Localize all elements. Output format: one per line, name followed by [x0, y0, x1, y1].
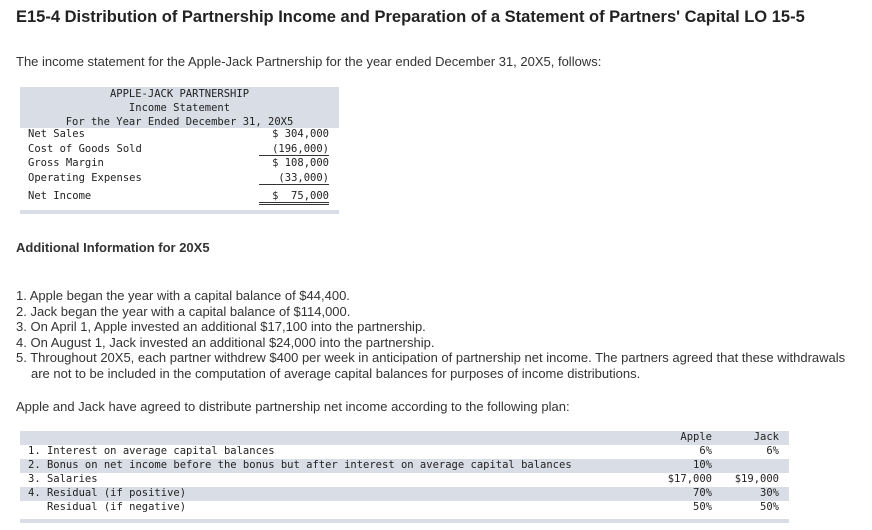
statement-row — [20, 172, 339, 187]
row-label: Operating Expenses — [28, 171, 142, 184]
row-label: Net Income — [28, 190, 92, 202]
col-apple-header: Apple — [680, 431, 712, 443]
info-list — [16, 288, 866, 381]
plan-item-text: 4. Residual (if positive) — [28, 487, 187, 499]
statement-period: For the Year Ended December 31, 20X5 — [65, 116, 294, 128]
row-value: $ 75,000 — [259, 190, 329, 205]
table-row — [20, 501, 789, 515]
plan-footer-bar — [20, 519, 789, 523]
jack-value: 30% — [760, 487, 779, 499]
table-row — [20, 445, 789, 459]
row-value: (33,000) — [259, 172, 329, 185]
jack-value: $19,000 — [734, 473, 779, 485]
plan-header-row — [20, 431, 789, 445]
statement-row — [20, 143, 339, 158]
row-label: Cost of Goods Sold — [28, 142, 142, 155]
row-label: Gross Margin — [28, 157, 104, 169]
jack-value: 6% — [766, 445, 779, 457]
plan-item-text: 1. Interest on average capital balances — [28, 445, 275, 457]
list-item: 3. On April 1, Apple invested an additional $17,100 into the partnership. — [16, 319, 426, 334]
row-value: (196,000) — [259, 143, 329, 156]
apple-value: 50% — [693, 501, 712, 513]
plan-item-text: 3. Salaries — [28, 473, 98, 485]
list-item: 5. Throughout 20X5, each partner withdrew $400 per week in anticipation of partnership net income. The partners agreed that these withdrawals are not to be included in the computation of average capital balances for purposes of income distributions. — [16, 350, 846, 381]
statement-row — [20, 128, 339, 143]
plan-intro-text: Apple and Jack have agreed to distribute partnership net income according to the following plan: — [16, 399, 570, 414]
statement-name: Income Statement — [128, 102, 231, 114]
apple-value: 70% — [693, 487, 712, 499]
row-value: $ 108,000 — [272, 157, 329, 169]
intro-text: The income statement for the Apple-Jack Partnership for the year ended December 31, 20X5, follows: — [16, 54, 602, 69]
col-jack-header: Jack — [753, 431, 779, 443]
table-row — [20, 459, 789, 473]
table-row — [20, 487, 789, 501]
list-item: 2. Jack began the year with a capital balance of $114,000. — [16, 303, 351, 319]
apple-value: 10% — [693, 459, 712, 471]
company-name: APPLE-JACK PARTNERSHIP — [109, 88, 250, 100]
list-item: 4. On August 1, Jack invested an additional $24,000 into the partnership. — [16, 334, 435, 350]
statement-header — [20, 87, 339, 128]
income-statement — [20, 87, 339, 214]
statement-row — [20, 190, 339, 205]
additional-info-heading: Additional Information for 20X5 — [16, 240, 210, 255]
plan-item-text: Residual (if negative) — [28, 501, 187, 513]
apple-value: $17,000 — [667, 473, 712, 485]
statement-footer-bar — [20, 210, 339, 214]
row-value: $ 304,000 — [272, 128, 329, 140]
table-row — [20, 473, 789, 487]
list-item: 1. Apple began the year with a capital balance of $44,400. — [16, 288, 350, 303]
row-label: Net Sales — [28, 128, 85, 140]
statement-row — [20, 157, 339, 172]
plan-item-text: 2. Bonus on net income before the bonus but after interest on average capital balances — [28, 459, 572, 471]
jack-value: 50% — [760, 501, 779, 513]
apple-value: 6% — [699, 445, 712, 457]
page-title: E15-4 Distribution of Partnership Income and Preparation of a Statement of Partners' Capital LO 15-5 — [16, 8, 805, 26]
